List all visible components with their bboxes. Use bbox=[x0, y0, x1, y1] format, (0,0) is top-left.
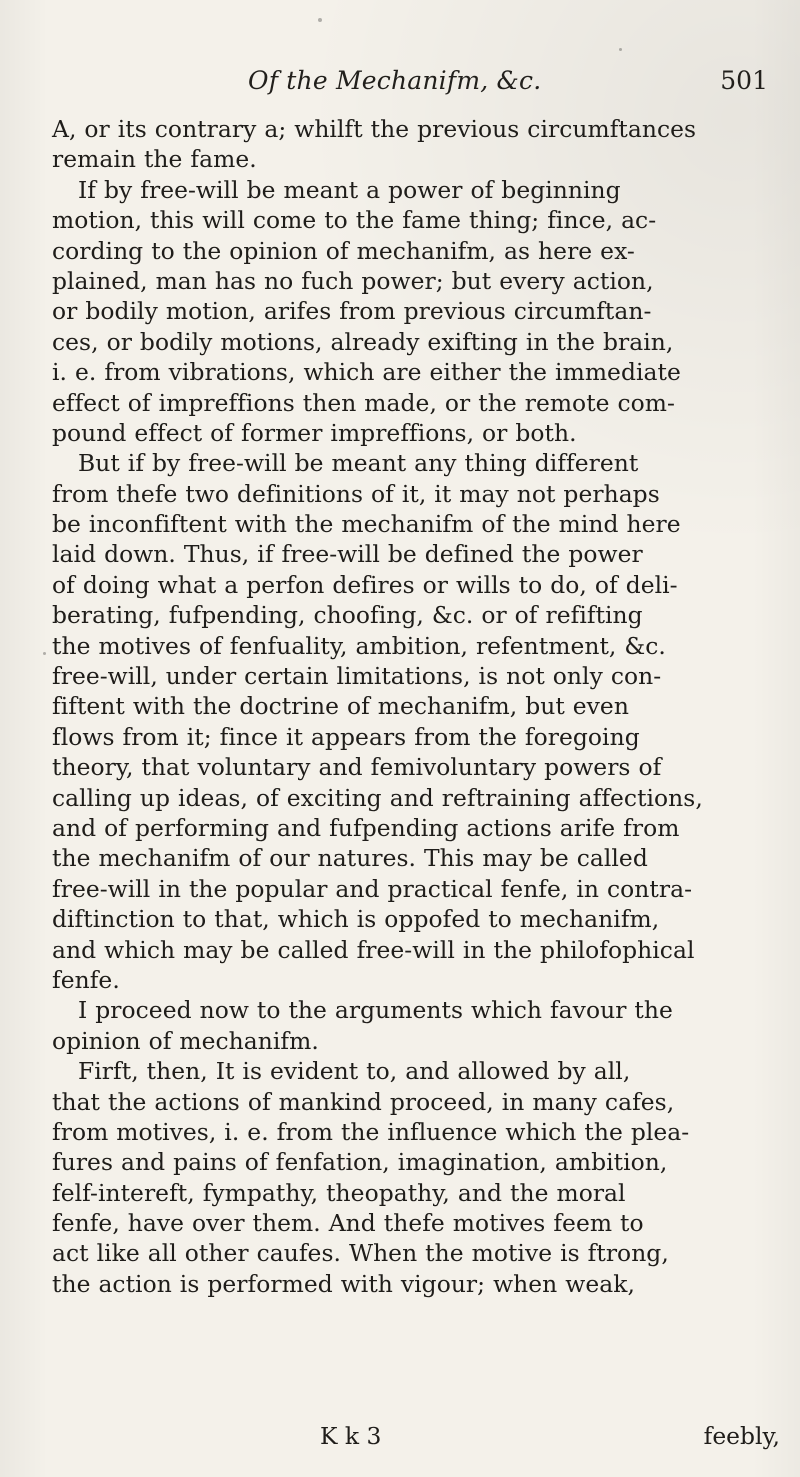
text-line: fiftent with the doctrine of mechanifm, but even bbox=[52, 692, 629, 721]
text-line: cording to the opinion of mechanifm, as here ex- bbox=[52, 236, 635, 265]
text-line: effect of impreffions then made, or the remote com- bbox=[52, 388, 675, 417]
paper-speck bbox=[619, 48, 622, 51]
text-line: flows from it; fince it appears from the foregoing bbox=[52, 722, 640, 751]
text-line: the action is performed with vigour; when weak, bbox=[52, 1269, 635, 1298]
text-line: theory, that voluntary and femivoluntary powers of bbox=[52, 753, 662, 782]
text-line: from motives, i. e. from the influence which the plea- bbox=[52, 1117, 690, 1146]
text-line: pound effect of former impreffions, or both. bbox=[52, 418, 577, 447]
text-line: opinion of mechanifm. bbox=[52, 1026, 319, 1055]
text-line: that the actions of mankind proceed, in many cafes, bbox=[52, 1087, 675, 1116]
text-line: fenfe, have over them. And thefe motives feem to bbox=[52, 1209, 644, 1238]
signature-mark: K k 3 bbox=[320, 1422, 382, 1450]
text-line: calling up ideas, of exciting and reftraining affections, bbox=[52, 783, 703, 812]
text-line: the mechanifm of our natures. This may be called bbox=[52, 844, 648, 873]
text-line: fures and pains of fenfation, imagination, ambition, bbox=[52, 1148, 668, 1177]
text-line: plained, man has no fuch power; but every action, bbox=[52, 266, 654, 295]
catchword: feebly, bbox=[703, 1422, 780, 1450]
text-line: free-will, under certain limitations, is not only con- bbox=[52, 662, 662, 691]
text-line: motion, this will come to the fame thing; fince, ac- bbox=[52, 206, 657, 235]
text-line: remain the fame. bbox=[52, 145, 257, 174]
text-line: and of performing and fufpending actions arife from bbox=[52, 813, 680, 842]
text-line: I proceed now to the arguments which favour the bbox=[78, 996, 673, 1025]
text-line: But if by free-will be meant any thing different bbox=[78, 449, 639, 478]
page-footer bbox=[304, 1421, 780, 1451]
text-line: or bodily motion, arifes from previous circumftan- bbox=[52, 297, 652, 326]
text-line: diftinction to that, which is oppofed to mechanifm, bbox=[52, 905, 660, 934]
text-line: laid down. Thus, if free-will be defined the power bbox=[52, 540, 643, 569]
text-line: berating, fufpending, choofing, &c. or of refifting bbox=[52, 601, 643, 630]
paper-speck bbox=[318, 18, 322, 22]
text-line: ces, or bodily motions, already exifting in the brain, bbox=[52, 327, 674, 356]
page-number: 501 bbox=[720, 66, 768, 95]
text-line: and which may be called free-will in the philofophical bbox=[52, 935, 695, 964]
text-line: A, or its contrary a; whilft the previous circumftances bbox=[52, 115, 697, 143]
text-line: fenfe. bbox=[52, 965, 120, 994]
text-line: act like all other caufes. When the motive is ftrong, bbox=[52, 1239, 669, 1268]
body-text bbox=[52, 114, 780, 1299]
text-line: Firft, then, It is evident to, and allowed by all, bbox=[78, 1057, 631, 1086]
text-line: felf-intereft, fympathy, theopathy, and the moral bbox=[52, 1178, 626, 1207]
text-line: be inconfiftent with the mechanifm of the mind here bbox=[52, 510, 681, 539]
text-line: free-will in the popular and practical fenfe, in contra- bbox=[52, 874, 693, 903]
text-line: from thefe two definitions of it, it may not perhaps bbox=[52, 479, 660, 508]
running-title: Of the Mechanifm, &c. bbox=[248, 66, 542, 95]
text-line: i. e. from vibrations, which are either the immediate bbox=[52, 358, 681, 387]
text-line: the motives of fenfuality, ambition, refentment, &c. bbox=[52, 631, 666, 660]
text-line: If by free-will be meant a power of beginning bbox=[78, 175, 621, 204]
paper-speck bbox=[43, 652, 46, 655]
text-line: of doing what a perfon defires or wills to do, of deli- bbox=[52, 570, 678, 599]
running-header bbox=[248, 66, 768, 100]
